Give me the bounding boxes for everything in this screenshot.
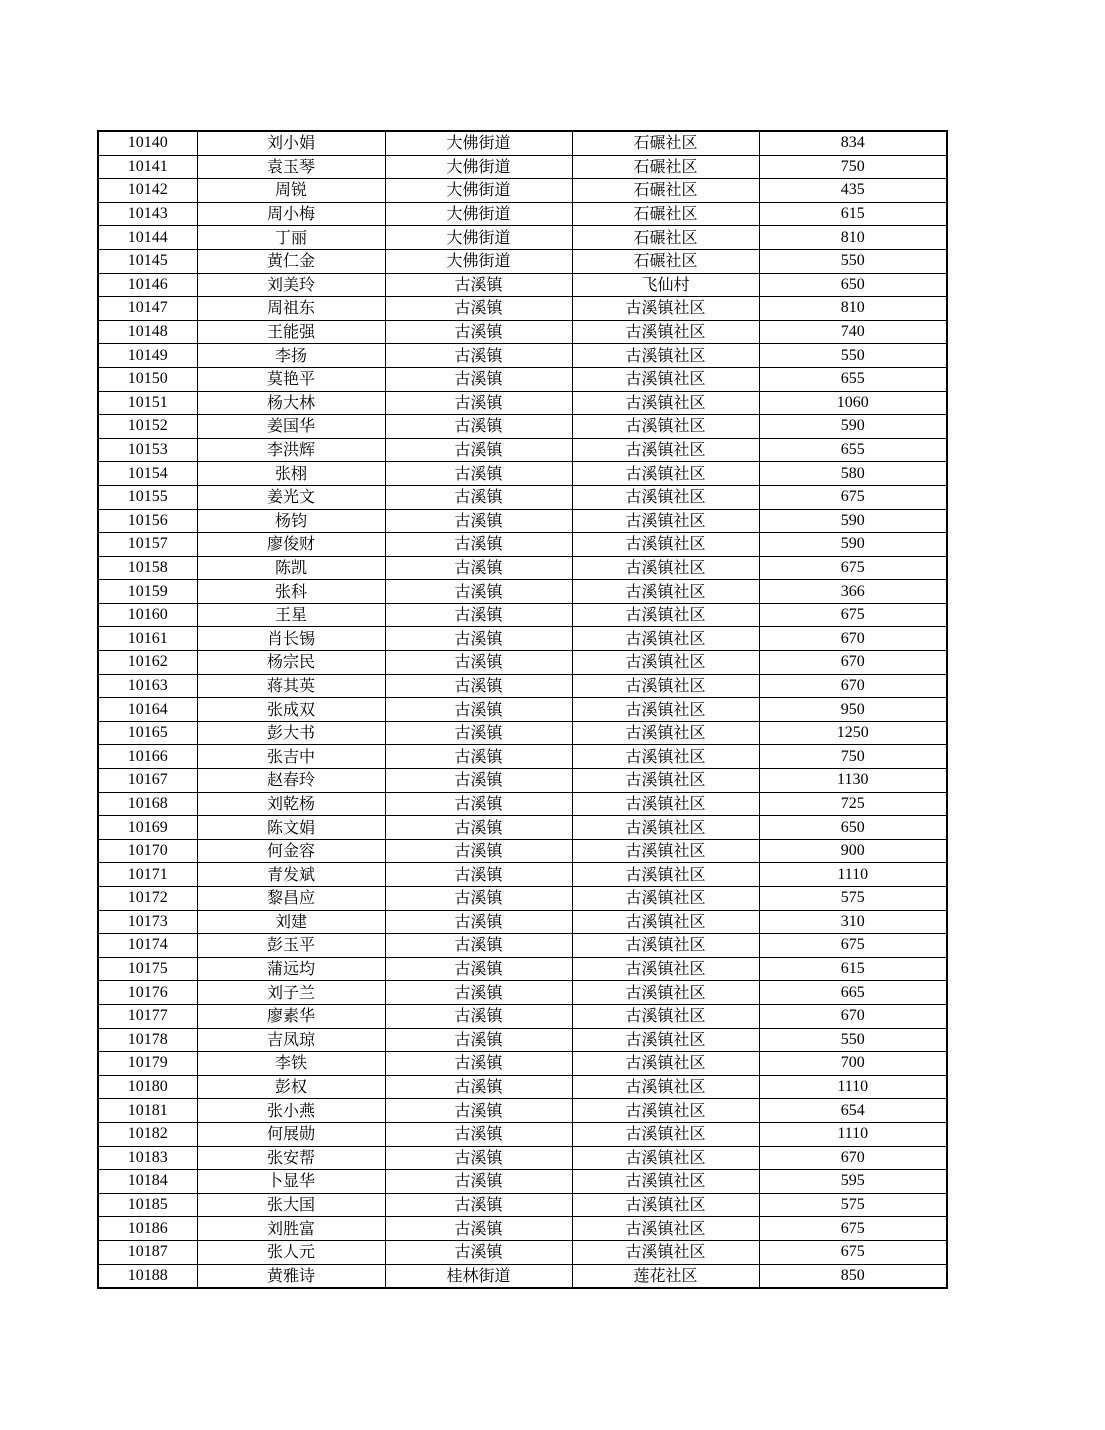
- name-cell: 青发斌: [197, 863, 385, 887]
- table-row: [98, 1217, 947, 1241]
- name-cell: 黄雅诗: [197, 1264, 385, 1288]
- table-row: [98, 1052, 947, 1076]
- community-cell: 古溪镇社区: [572, 1170, 759, 1194]
- street-cell: 古溪镇: [385, 1099, 572, 1123]
- community-cell: 古溪镇社区: [572, 863, 759, 887]
- amount-cell: 950: [759, 698, 947, 722]
- community-cell: 古溪镇社区: [572, 533, 759, 557]
- community-cell: 古溪镇社区: [572, 957, 759, 981]
- name-cell: 肖长锡: [197, 627, 385, 651]
- table-row: [98, 792, 947, 816]
- amount-cell: 550: [759, 1028, 947, 1052]
- community-cell: 石碾社区: [572, 226, 759, 250]
- amount-cell: 595: [759, 1170, 947, 1194]
- amount-cell: 675: [759, 934, 947, 958]
- name-cell: 张人元: [197, 1240, 385, 1264]
- table-row: [98, 344, 947, 368]
- id-cell: 10186: [98, 1217, 197, 1241]
- name-cell: 李铁: [197, 1052, 385, 1076]
- name-cell: 陈文娟: [197, 816, 385, 840]
- table-row: [98, 580, 947, 604]
- table-row: [98, 533, 947, 557]
- id-cell: 10153: [98, 438, 197, 462]
- amount-cell: 650: [759, 816, 947, 840]
- table-row: [98, 509, 947, 533]
- table-row: [98, 462, 947, 486]
- street-cell: 古溪镇: [385, 533, 572, 557]
- street-cell: 大佛街道: [385, 131, 572, 155]
- street-cell: 古溪镇: [385, 415, 572, 439]
- table-row: [98, 674, 947, 698]
- street-cell: 桂林街道: [385, 1264, 572, 1288]
- street-cell: 古溪镇: [385, 721, 572, 745]
- table-row: [98, 391, 947, 415]
- id-cell: 10178: [98, 1028, 197, 1052]
- amount-cell: 590: [759, 509, 947, 533]
- amount-cell: 655: [759, 438, 947, 462]
- amount-cell: 615: [759, 202, 947, 226]
- id-cell: 10184: [98, 1170, 197, 1194]
- amount-cell: 1060: [759, 391, 947, 415]
- id-cell: 10150: [98, 367, 197, 391]
- street-cell: 古溪镇: [385, 698, 572, 722]
- name-cell: 彭大书: [197, 721, 385, 745]
- amount-cell: 810: [759, 297, 947, 321]
- amount-cell: 575: [759, 1193, 947, 1217]
- street-cell: 古溪镇: [385, 320, 572, 344]
- id-cell: 10158: [98, 556, 197, 580]
- name-cell: 廖素华: [197, 1004, 385, 1028]
- street-cell: 大佛街道: [385, 155, 572, 179]
- id-cell: 10172: [98, 887, 197, 911]
- table-row: [98, 297, 947, 321]
- id-cell: 10181: [98, 1099, 197, 1123]
- amount-cell: 575: [759, 887, 947, 911]
- id-cell: 10141: [98, 155, 197, 179]
- amount-cell: 1110: [759, 863, 947, 887]
- table-row: [98, 651, 947, 675]
- amount-cell: 740: [759, 320, 947, 344]
- amount-cell: 580: [759, 462, 947, 486]
- id-cell: 10188: [98, 1264, 197, 1288]
- street-cell: 古溪镇: [385, 674, 572, 698]
- table-row: [98, 887, 947, 911]
- community-cell: 古溪镇社区: [572, 934, 759, 958]
- community-cell: 古溪镇社区: [572, 1052, 759, 1076]
- table-row: [98, 226, 947, 250]
- street-cell: 古溪镇: [385, 1075, 572, 1099]
- street-cell: 古溪镇: [385, 981, 572, 1005]
- street-cell: 古溪镇: [385, 910, 572, 934]
- community-cell: 古溪镇社区: [572, 698, 759, 722]
- id-cell: 10151: [98, 391, 197, 415]
- name-cell: 周锐: [197, 179, 385, 203]
- amount-cell: 675: [759, 556, 947, 580]
- amount-cell: 650: [759, 273, 947, 297]
- name-cell: 张科: [197, 580, 385, 604]
- community-cell: 古溪镇社区: [572, 769, 759, 793]
- id-cell: 10167: [98, 769, 197, 793]
- street-cell: 古溪镇: [385, 839, 572, 863]
- table-row: [98, 1264, 947, 1288]
- amount-cell: 435: [759, 179, 947, 203]
- table-row: [98, 1075, 947, 1099]
- street-cell: 大佛街道: [385, 226, 572, 250]
- id-cell: 10142: [98, 179, 197, 203]
- records-table-body: [98, 131, 947, 1288]
- id-cell: 10145: [98, 249, 197, 273]
- amount-cell: 366: [759, 580, 947, 604]
- table-row: [98, 367, 947, 391]
- street-cell: 古溪镇: [385, 438, 572, 462]
- table-row: [98, 1004, 947, 1028]
- amount-cell: 675: [759, 1217, 947, 1241]
- name-cell: 刘小娟: [197, 131, 385, 155]
- id-cell: 10177: [98, 1004, 197, 1028]
- id-cell: 10175: [98, 957, 197, 981]
- table-row: [98, 745, 947, 769]
- name-cell: 卜显华: [197, 1170, 385, 1194]
- community-cell: 石碾社区: [572, 249, 759, 273]
- name-cell: 杨钧: [197, 509, 385, 533]
- table-row: [98, 320, 947, 344]
- name-cell: 何金容: [197, 839, 385, 863]
- name-cell: 李洪辉: [197, 438, 385, 462]
- community-cell: 古溪镇社区: [572, 297, 759, 321]
- id-cell: 10169: [98, 816, 197, 840]
- name-cell: 张栩: [197, 462, 385, 486]
- id-cell: 10173: [98, 910, 197, 934]
- community-cell: 石碾社区: [572, 202, 759, 226]
- street-cell: 古溪镇: [385, 816, 572, 840]
- id-cell: 10165: [98, 721, 197, 745]
- community-cell: 古溪镇社区: [572, 816, 759, 840]
- street-cell: 古溪镇: [385, 1122, 572, 1146]
- table-row: [98, 1099, 947, 1123]
- street-cell: 古溪镇: [385, 1217, 572, 1241]
- street-cell: 古溪镇: [385, 934, 572, 958]
- community-cell: 古溪镇社区: [572, 462, 759, 486]
- table-row: [98, 698, 947, 722]
- table-row: [98, 415, 947, 439]
- community-cell: 古溪镇社区: [572, 320, 759, 344]
- community-cell: 古溪镇社区: [572, 556, 759, 580]
- amount-cell: 700: [759, 1052, 947, 1076]
- id-cell: 10160: [98, 603, 197, 627]
- id-cell: 10154: [98, 462, 197, 486]
- community-cell: 古溪镇社区: [572, 1217, 759, 1241]
- community-cell: 莲花社区: [572, 1264, 759, 1288]
- street-cell: 古溪镇: [385, 462, 572, 486]
- name-cell: 何展勋: [197, 1122, 385, 1146]
- amount-cell: 1110: [759, 1122, 947, 1146]
- amount-cell: 900: [759, 839, 947, 863]
- name-cell: 王能强: [197, 320, 385, 344]
- community-cell: 古溪镇社区: [572, 509, 759, 533]
- amount-cell: 670: [759, 627, 947, 651]
- amount-cell: 590: [759, 533, 947, 557]
- id-cell: 10164: [98, 698, 197, 722]
- name-cell: 姜国华: [197, 415, 385, 439]
- table-row: [98, 721, 947, 745]
- amount-cell: 665: [759, 981, 947, 1005]
- amount-cell: 310: [759, 910, 947, 934]
- id-cell: 10179: [98, 1052, 197, 1076]
- amount-cell: 655: [759, 367, 947, 391]
- id-cell: 10176: [98, 981, 197, 1005]
- name-cell: 袁玉琴: [197, 155, 385, 179]
- amount-cell: 670: [759, 1146, 947, 1170]
- id-cell: 10146: [98, 273, 197, 297]
- street-cell: 古溪镇: [385, 344, 572, 368]
- id-cell: 10163: [98, 674, 197, 698]
- amount-cell: 615: [759, 957, 947, 981]
- amount-cell: 1130: [759, 769, 947, 793]
- community-cell: 古溪镇社区: [572, 627, 759, 651]
- amount-cell: 675: [759, 603, 947, 627]
- table-row: [98, 485, 947, 509]
- name-cell: 李扬: [197, 344, 385, 368]
- table-row: [98, 1240, 947, 1264]
- community-cell: 古溪镇社区: [572, 910, 759, 934]
- table-row: [98, 957, 947, 981]
- street-cell: 大佛街道: [385, 202, 572, 226]
- name-cell: 杨大林: [197, 391, 385, 415]
- street-cell: 古溪镇: [385, 556, 572, 580]
- amount-cell: 675: [759, 1240, 947, 1264]
- id-cell: 10168: [98, 792, 197, 816]
- id-cell: 10166: [98, 745, 197, 769]
- community-cell: 古溪镇社区: [572, 1146, 759, 1170]
- amount-cell: 850: [759, 1264, 947, 1288]
- table-row: [98, 603, 947, 627]
- name-cell: 彭权: [197, 1075, 385, 1099]
- id-cell: 10185: [98, 1193, 197, 1217]
- name-cell: 刘胜富: [197, 1217, 385, 1241]
- name-cell: 张吉中: [197, 745, 385, 769]
- community-cell: 古溪镇社区: [572, 1240, 759, 1264]
- table-row: [98, 934, 947, 958]
- community-cell: 古溪镇社区: [572, 391, 759, 415]
- street-cell: 古溪镇: [385, 957, 572, 981]
- street-cell: 古溪镇: [385, 627, 572, 651]
- id-cell: 10187: [98, 1240, 197, 1264]
- id-cell: 10147: [98, 297, 197, 321]
- community-cell: 古溪镇社区: [572, 344, 759, 368]
- name-cell: 姜光文: [197, 485, 385, 509]
- street-cell: 古溪镇: [385, 297, 572, 321]
- id-cell: 10143: [98, 202, 197, 226]
- table-row: [98, 627, 947, 651]
- name-cell: 丁丽: [197, 226, 385, 250]
- name-cell: 莫艳平: [197, 367, 385, 391]
- street-cell: 古溪镇: [385, 1193, 572, 1217]
- id-cell: 10170: [98, 839, 197, 863]
- community-cell: 古溪镇社区: [572, 1075, 759, 1099]
- name-cell: 王星: [197, 603, 385, 627]
- street-cell: 古溪镇: [385, 1004, 572, 1028]
- id-cell: 10149: [98, 344, 197, 368]
- table-row: [98, 273, 947, 297]
- amount-cell: 550: [759, 249, 947, 273]
- amount-cell: 654: [759, 1099, 947, 1123]
- amount-cell: 675: [759, 485, 947, 509]
- table-row: [98, 839, 947, 863]
- community-cell: 古溪镇社区: [572, 580, 759, 604]
- amount-cell: 725: [759, 792, 947, 816]
- table-row: [98, 981, 947, 1005]
- amount-cell: 750: [759, 745, 947, 769]
- community-cell: 古溪镇社区: [572, 1099, 759, 1123]
- street-cell: 古溪镇: [385, 769, 572, 793]
- name-cell: 周小梅: [197, 202, 385, 226]
- amount-cell: 670: [759, 674, 947, 698]
- street-cell: 大佛街道: [385, 179, 572, 203]
- name-cell: 刘美玲: [197, 273, 385, 297]
- id-cell: 10155: [98, 485, 197, 509]
- id-cell: 10161: [98, 627, 197, 651]
- amount-cell: 590: [759, 415, 947, 439]
- street-cell: 古溪镇: [385, 1170, 572, 1194]
- id-cell: 10144: [98, 226, 197, 250]
- community-cell: 古溪镇社区: [572, 745, 759, 769]
- table-row: [98, 1170, 947, 1194]
- street-cell: 古溪镇: [385, 1146, 572, 1170]
- id-cell: 10140: [98, 131, 197, 155]
- table-row: [98, 769, 947, 793]
- community-cell: 古溪镇社区: [572, 651, 759, 675]
- name-cell: 吉凤琼: [197, 1028, 385, 1052]
- name-cell: 赵春玲: [197, 769, 385, 793]
- street-cell: 古溪镇: [385, 603, 572, 627]
- street-cell: 古溪镇: [385, 367, 572, 391]
- id-cell: 10183: [98, 1146, 197, 1170]
- table-row: [98, 910, 947, 934]
- records-table: [97, 130, 948, 1289]
- community-cell: 古溪镇社区: [572, 1122, 759, 1146]
- street-cell: 古溪镇: [385, 1240, 572, 1264]
- street-cell: 古溪镇: [385, 1052, 572, 1076]
- name-cell: 刘乾杨: [197, 792, 385, 816]
- community-cell: 古溪镇社区: [572, 1193, 759, 1217]
- name-cell: 周祖东: [197, 297, 385, 321]
- community-cell: 古溪镇社区: [572, 603, 759, 627]
- table-row: [98, 863, 947, 887]
- name-cell: 黄仁金: [197, 249, 385, 273]
- community-cell: 石碾社区: [572, 155, 759, 179]
- community-cell: 古溪镇社区: [572, 438, 759, 462]
- community-cell: 飞仙村: [572, 273, 759, 297]
- amount-cell: 550: [759, 344, 947, 368]
- amount-cell: 1110: [759, 1075, 947, 1099]
- community-cell: 石碾社区: [572, 179, 759, 203]
- name-cell: 杨宗民: [197, 651, 385, 675]
- community-cell: 古溪镇社区: [572, 1004, 759, 1028]
- street-cell: 古溪镇: [385, 887, 572, 911]
- street-cell: 古溪镇: [385, 1028, 572, 1052]
- street-cell: 古溪镇: [385, 651, 572, 675]
- amount-cell: 1250: [759, 721, 947, 745]
- table-row: [98, 816, 947, 840]
- street-cell: 古溪镇: [385, 391, 572, 415]
- amount-cell: 670: [759, 651, 947, 675]
- table-row: [98, 155, 947, 179]
- name-cell: 廖俊财: [197, 533, 385, 557]
- id-cell: 10157: [98, 533, 197, 557]
- community-cell: 古溪镇社区: [572, 1028, 759, 1052]
- street-cell: 古溪镇: [385, 863, 572, 887]
- table-row: [98, 1193, 947, 1217]
- street-cell: 古溪镇: [385, 580, 572, 604]
- name-cell: 刘建: [197, 910, 385, 934]
- community-cell: 古溪镇社区: [572, 415, 759, 439]
- id-cell: 10162: [98, 651, 197, 675]
- community-cell: 古溪镇社区: [572, 367, 759, 391]
- community-cell: 古溪镇社区: [572, 485, 759, 509]
- street-cell: 古溪镇: [385, 792, 572, 816]
- community-cell: 古溪镇社区: [572, 981, 759, 1005]
- name-cell: 刘子兰: [197, 981, 385, 1005]
- name-cell: 蒋其英: [197, 674, 385, 698]
- amount-cell: 670: [759, 1004, 947, 1028]
- community-cell: 古溪镇社区: [572, 721, 759, 745]
- community-cell: 古溪镇社区: [572, 792, 759, 816]
- id-cell: 10171: [98, 863, 197, 887]
- table-row: [98, 1122, 947, 1146]
- id-cell: 10148: [98, 320, 197, 344]
- name-cell: 张小燕: [197, 1099, 385, 1123]
- id-cell: 10174: [98, 934, 197, 958]
- street-cell: 古溪镇: [385, 509, 572, 533]
- name-cell: 张安帮: [197, 1146, 385, 1170]
- community-cell: 石碾社区: [572, 131, 759, 155]
- id-cell: 10180: [98, 1075, 197, 1099]
- street-cell: 大佛街道: [385, 249, 572, 273]
- table-row: [98, 202, 947, 226]
- amount-cell: 834: [759, 131, 947, 155]
- table-row: [98, 249, 947, 273]
- table-row: [98, 556, 947, 580]
- table-row: [98, 1028, 947, 1052]
- id-cell: 10156: [98, 509, 197, 533]
- name-cell: 张成双: [197, 698, 385, 722]
- street-cell: 古溪镇: [385, 485, 572, 509]
- street-cell: 古溪镇: [385, 273, 572, 297]
- table-row: [98, 438, 947, 462]
- name-cell: 陈凯: [197, 556, 385, 580]
- name-cell: 张大国: [197, 1193, 385, 1217]
- id-cell: 10152: [98, 415, 197, 439]
- table-row: [98, 179, 947, 203]
- table-row: [98, 1146, 947, 1170]
- table-row: [98, 131, 947, 155]
- amount-cell: 810: [759, 226, 947, 250]
- name-cell: 彭玉平: [197, 934, 385, 958]
- name-cell: 黎昌应: [197, 887, 385, 911]
- name-cell: 蒲远均: [197, 957, 385, 981]
- id-cell: 10182: [98, 1122, 197, 1146]
- community-cell: 古溪镇社区: [572, 674, 759, 698]
- id-cell: 10159: [98, 580, 197, 604]
- amount-cell: 750: [759, 155, 947, 179]
- street-cell: 古溪镇: [385, 745, 572, 769]
- community-cell: 古溪镇社区: [572, 887, 759, 911]
- community-cell: 古溪镇社区: [572, 839, 759, 863]
